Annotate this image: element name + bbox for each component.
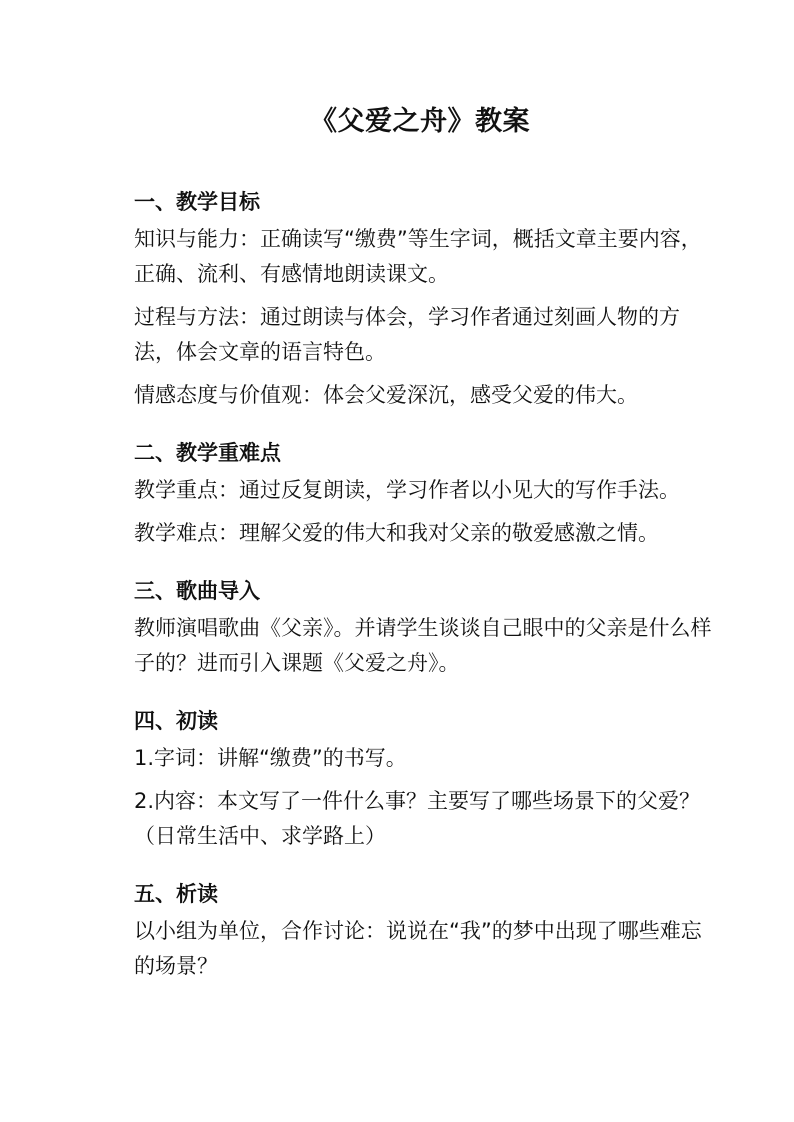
- section-heading: 五、析读: [134, 882, 218, 906]
- section-heading: 四、初读: [134, 709, 218, 733]
- paragraph-emotion-values: 情感态度与价值观：体会父爱深沉，感受父爱的伟大。: [134, 383, 638, 407]
- document-page: [134, 96, 714, 1006]
- section-heading: 三、歌曲导入: [134, 579, 260, 603]
- paragraph-key-point: 教学重点：通过反复朗读，学习作者以小见大的写作手法。: [134, 478, 680, 502]
- paragraph-vocabulary: 1.字词：讲解“缴费”的书写。: [134, 746, 407, 770]
- section-heading: 一、教学目标: [134, 190, 260, 214]
- paragraph-difficult-point: 教学难点：理解父爱的伟大和我对父亲的敬爱感激之情。: [134, 521, 659, 545]
- paragraph-content: 2.内容：本文写了一件什么事？主要写了哪些场景下的父爱？（日常生活中、求学路上）: [134, 789, 701, 848]
- paragraph-knowledge-ability: 知识与能力：正确读写“缴费”等生字词，概括文章主要内容，正确、流利、有感情地朗读课文。: [134, 227, 702, 286]
- section-analysis-reading: [134, 876, 714, 984]
- paragraph-process-method: 过程与方法：通过朗读与体会，学习作者通过刻画人物的方法，体会文章的语言特色。: [134, 305, 680, 364]
- section-song-introduction: [134, 573, 714, 681]
- paragraph-song-intro: 教师演唱歌曲《父亲》。并请学生谈谈自己眼中的父亲是什么样子的？进而引入课题《父爱之舟》。: [134, 616, 712, 675]
- section-heading: 二、教学重难点: [134, 441, 281, 465]
- section-first-reading: [134, 703, 714, 854]
- section-key-difficult-points: [134, 435, 714, 551]
- section-teaching-goals: [134, 184, 714, 413]
- paragraph-group-discussion: 以小组为单位，合作讨论：说说在“我”的梦中出现了哪些难忘的场景？: [134, 919, 702, 978]
- document-title: 《父爱之舟》教案: [310, 106, 530, 137]
